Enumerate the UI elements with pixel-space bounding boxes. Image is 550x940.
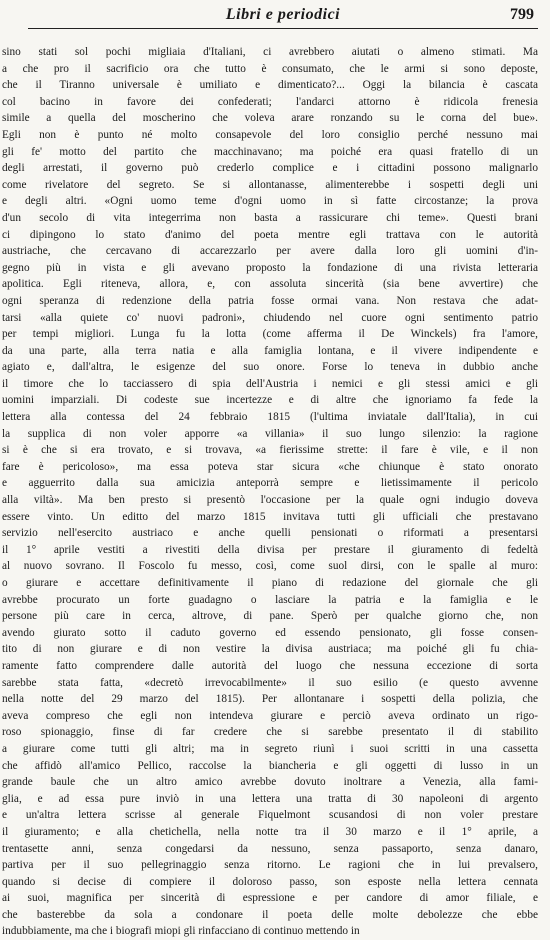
text-line: indubbiamente, ma che i biografi miopi gli rinfacciano di continuo mettendo in [2, 925, 360, 938]
text-line: il giuramento; e alla chetichella, nella notte tra il 30 marzo e il 1° aprile, a [2, 825, 538, 838]
body-text [2, 44, 538, 940]
text-line: che affidò all'amico Pellico, raccolse la biancheria e gli oggetti di lusso in un [2, 759, 538, 772]
text-line: fare è pericoloso», ma essa poteva star sicura «che chiunque è stato onorato [2, 460, 538, 473]
text-line: a giurare come tutti gli altri; ma in segreto riunì i suoi scritti in una cassetta [2, 742, 538, 755]
text-line: la supplica di non voler apporre «a villania» il suo lungo silenzio: la ragione [2, 427, 538, 440]
text-line: partiva per il suo pellegrinaggio senza ritorno. Le ragioni che in lui prevalsero, [2, 859, 538, 872]
text-line: roso spionaggio, finse di far credere che si sarebbe presentato il di stabilito [2, 726, 538, 739]
running-title: Libri e periodici [225, 6, 341, 23]
text-line: che il Tiranno universale è umiliato e dimenticato?... Oggi la bilancia è cascata [2, 79, 538, 92]
text-line: trentasette anni, senza congedarsi da nessuno, senza passaporto, senza danaro, [2, 842, 538, 855]
text-line: avendo giurato sotto il caduto governo ed essendo pensionato, gli fosse consen- [2, 626, 538, 639]
text-line: si è che si era trovato, e si trovava, «a fierissime strette: il fare è vile, e il non [2, 444, 538, 457]
text-line: austriache, che cercavano di accarezzarlo per avere dalla loro gli uomini d'in- [2, 245, 538, 258]
text-line: Egli non è punto né molto consapevole del loro consiglio perché nessuno mai [2, 128, 538, 141]
text-line: servizio nell'esercito austriaco e anche quelli pensionati o riformati a presentarsi [2, 527, 538, 540]
text-line: e agguerrito dalla sua amicizia anteporrà sempre e lietissimamente il pericolo [2, 477, 538, 490]
text-line: lettera alla contessa del 24 febbraio 1815 (l'ultima inviatale dall'Italia), in cui [2, 411, 538, 424]
text-line: simile a quella del moscherino che voleva arare ronzando su le corna del bue». [2, 112, 538, 125]
page-header [28, 4, 538, 29]
text-line: e un'altra lettera scrisse al generale Fiquelmont scusandosi di non voler prestare [2, 809, 538, 822]
text-line: alla viltà». Ma ben presto si presentò l'occasione per la quale ogni indugio doveva [2, 494, 538, 507]
text-line: apolitica. Egli riteneva, allora, e, con assoluta sincerità (sia bene avvertire) che [2, 278, 538, 291]
text-line: come rivelatore del segreto. Se si allontanasse, alimenterebbe i sospetti degli uni [2, 178, 538, 191]
text-line: sarebbe stata fatta, «decretò irrevocabilmente» il suo esilio (e questo avvenne [2, 676, 538, 689]
text-line: da una parte, alla terra natia e alla famiglia lontana, e il vivere indipendente e [2, 344, 538, 357]
text-line: gegno più in vista e gli avevano proposto la fondazione di una rivista letteraria [2, 261, 538, 274]
text-line: al nuovo sovrano. Il Foscolo fu messo, così, come suol dirsi, con le spalle al muro: [2, 560, 538, 573]
text-line: il timore che lo tacciassero di spia dell'Austria i nemici e gli stessi amici e gli [2, 377, 538, 390]
text-line: d'un secolo di vita integerrima non basta a rassicurare chi teme». Questi brani [2, 211, 538, 224]
text-line: avrebbe procurato un forte guadagno o lasciare la patria e la famiglia e le [2, 593, 538, 606]
text-line: agiato e, dall'altra, le esigenze del suo onore. Forse lo teneva in dubbio anche [2, 361, 538, 374]
text-line: glia, e ad essa pure inviò in una lettera una tratta di 30 napoleoni di argento [2, 792, 538, 805]
text-line: essere vinto. Un editto del marzo 1815 invitava tutti gli ufficiali che prestavano [2, 510, 538, 523]
page-number: 799 [510, 6, 534, 23]
text-line: tarsi «alla quiete co' nuovi padroni», chiudendo nel cuore ogni sentimento patrio [2, 311, 538, 324]
text-line: o giurare e accettare definitivamente il piano di redazione del giornale che gli [2, 577, 538, 589]
text-line: sino stati sol pochi migliaia d'Italiani, ci avrebbero aiutati o almeno stimati. Ma [2, 46, 538, 58]
text-line: gli fe' motto del partito che macchinavano; ma poiché era quasi fratello di un [2, 145, 538, 158]
text-line: ai suoi, magnifica per sincerità di espressione e per candore di amor filiale, e [2, 892, 538, 905]
text-line: persone più care in cerca, altrove, di pane. Sperò per qualche giorno che, non [2, 610, 538, 623]
text-line: ramente fatto comprendere dalle autorità del luogo che nessuna eccezione di sorta [2, 659, 538, 672]
text-line: grande baule che un altro amico avrebbe dovuto inoltrare a Venezia, alla fami- [2, 776, 538, 789]
text-line: uomini imparziali. Di codeste sue incertezze e di altre che ignoriamo fa fede la [2, 394, 538, 407]
text-line: ci dipingono lo stato d'animo del poeta mentre egli trattava con le autorità [2, 228, 538, 241]
text-line: aveva compreso che egli non intendeva giurare e perciò aveva ordinato un rigo- [2, 709, 538, 722]
text-line: ogni speranza di redenzione della patria fosse ormai vana. Non restava che adat- [2, 294, 538, 307]
text-line: degli arrestati, il governo può crederlo complice e i cittadini possono malignarlo [2, 162, 538, 175]
text-line: per tempi migliori. Lunga fu la lotta (come afferma il De Winckels) fra l'amore, [2, 328, 538, 341]
text-line: nella notte del 29 marzo del 1815). Per allontanare i sospetti della polizia, che [2, 693, 538, 706]
text-line: quando si decise di compiere il doloroso passo, son esposte nella lettera cennata [2, 875, 538, 888]
text-line: il 1° aprile vestiti a rivestiti della divisa per prestare il giuramento di fedeltà [2, 543, 538, 556]
text-line: che basterebbe da sola a condonare il poeta delle molte debolezze che ebbe [2, 908, 538, 921]
text-line: tito di non giurare e di non vestire la divisa austriaca; ma poiché gli fu chia- [2, 643, 538, 656]
text-line: col bacino in favore dei confederati; l'andarci attorno è ridicola frenesia [2, 95, 538, 108]
text-line: e degli altri. «Ogni uomo teme d'ogni uomo in sì fatte circostanze; la prova [2, 195, 538, 208]
text-line: a che pro il sacrificio ora che tutto è consumato, che le armi si sono deposte, [2, 62, 538, 75]
